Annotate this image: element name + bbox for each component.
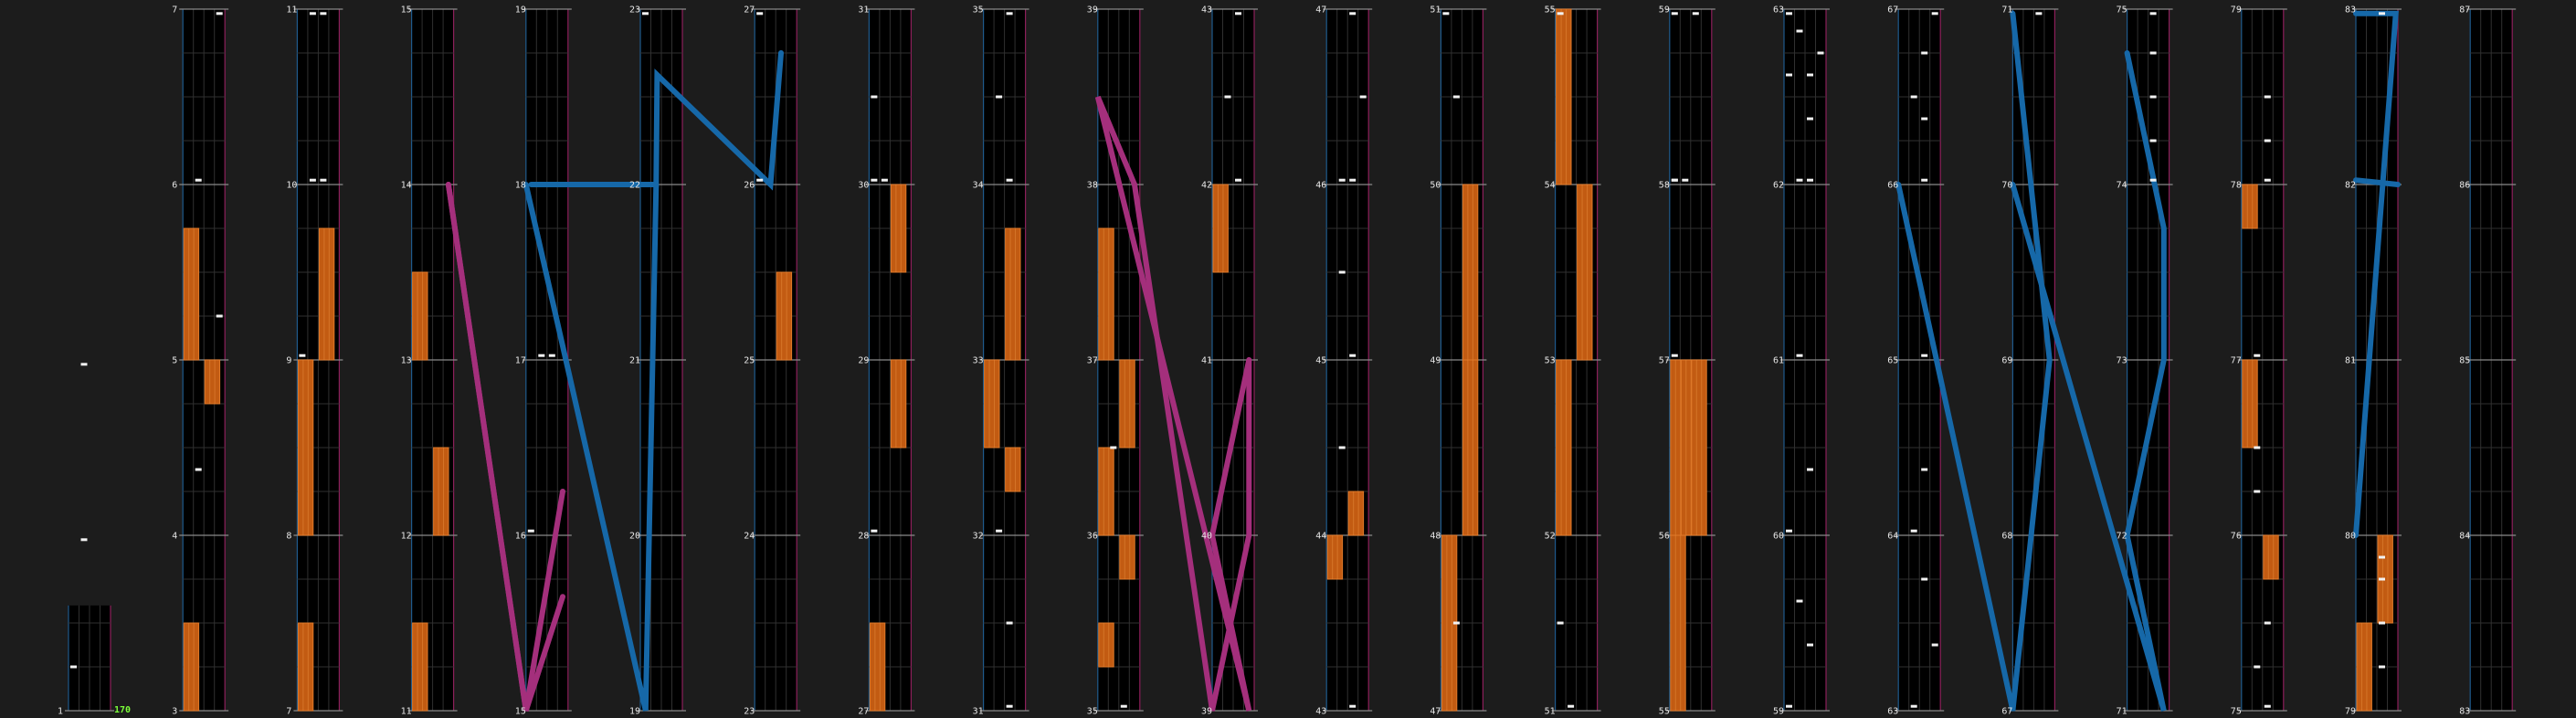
tap-note	[2254, 491, 2260, 493]
tap-note	[1121, 705, 1127, 708]
measure-number: 83	[2345, 5, 2357, 16]
tap-note	[538, 354, 544, 357]
tap-note	[1786, 705, 1792, 708]
tap-note	[756, 12, 763, 15]
tap-note	[528, 530, 534, 533]
tap-note	[1442, 12, 1449, 15]
measure-number: 37	[1086, 355, 1098, 366]
tap-note	[2265, 622, 2271, 625]
hold-note	[1327, 535, 1342, 579]
measure-number: 21	[629, 355, 641, 366]
tap-note	[549, 354, 555, 357]
measure-number: 85	[2459, 355, 2471, 366]
hold-note	[413, 623, 428, 711]
measure-number: 63	[1887, 706, 1899, 717]
measure-number: 24	[744, 531, 755, 542]
tap-note	[1007, 705, 1013, 708]
measure-number: 64	[1887, 531, 1899, 542]
slide-note	[532, 53, 782, 185]
tap-note	[1225, 96, 1231, 99]
measure-number: 71	[2116, 706, 2127, 717]
measure-number: 43	[1201, 5, 1213, 16]
measure-number: 38	[1086, 180, 1098, 191]
measure-number: 34	[972, 180, 984, 191]
tap-note	[2265, 96, 2271, 99]
hold-note	[319, 228, 333, 360]
tap-note	[1786, 530, 1792, 533]
measure-number: 35	[972, 5, 984, 16]
tap-note	[1349, 12, 1356, 15]
hold-note	[1692, 360, 1706, 535]
hold-note	[1671, 535, 1685, 711]
measure-number: 22	[629, 180, 641, 191]
tap-note	[1557, 12, 1564, 15]
tap-note	[1921, 354, 1927, 357]
measure-number: 59	[1773, 706, 1785, 717]
measure-number: 51	[1430, 5, 1441, 16]
tap-note	[2265, 705, 2271, 708]
measure-number: 8	[286, 531, 292, 542]
tap-note	[2254, 447, 2260, 449]
tap-note	[1007, 179, 1013, 182]
hold-note	[2243, 360, 2257, 448]
hold-note	[891, 185, 905, 272]
measure-number: 73	[2116, 355, 2127, 366]
tap-note	[1235, 12, 1241, 15]
measure-number: 5	[172, 355, 178, 366]
hold-note	[184, 623, 198, 711]
measure-number: 69	[2001, 355, 2013, 366]
hold-note	[1120, 535, 1135, 579]
measure-number: 76	[2230, 531, 2242, 542]
tap-note	[2254, 666, 2260, 669]
tap-note	[2379, 556, 2385, 559]
measure-number: 52	[1544, 531, 1556, 542]
measure-number: 48	[1430, 531, 1441, 542]
hold-note	[298, 623, 312, 711]
tap-note	[2150, 52, 2157, 55]
tap-note	[1339, 447, 1346, 449]
measure-number: 12	[400, 531, 412, 542]
measure-number: 40	[1201, 531, 1213, 542]
measure-number: 9	[286, 355, 292, 366]
tap-note	[1007, 622, 1013, 625]
tap-note	[195, 179, 202, 182]
measure-number: 71	[2001, 5, 2013, 16]
tap-note	[996, 530, 1002, 533]
tap-note	[2379, 578, 2385, 581]
tap-note	[882, 179, 888, 182]
measure-number: 65	[1887, 355, 1899, 366]
tap-note	[642, 12, 649, 15]
tap-note	[81, 538, 88, 541]
measure-number: 19	[629, 706, 641, 717]
hold-note	[985, 360, 999, 448]
tap-note	[1921, 469, 1927, 471]
tap-note	[195, 469, 202, 471]
measure-number: 79	[2230, 5, 2242, 16]
tap-note	[1911, 705, 1917, 708]
tap-note	[1682, 179, 1688, 182]
measure-number: 31	[858, 5, 870, 16]
measure-number: 47	[1430, 706, 1441, 717]
measure-number: 84	[2459, 531, 2471, 542]
tap-note	[216, 315, 223, 318]
measure-number: 33	[972, 355, 984, 366]
measure-number: 39	[1201, 706, 1213, 717]
tap-note	[1007, 12, 1013, 15]
measure-number: 87	[2459, 5, 2471, 16]
tap-note	[1921, 118, 1927, 121]
measure-number: 50	[1430, 180, 1441, 191]
measure-number: 59	[1658, 5, 1670, 16]
tap-note	[2379, 622, 2385, 625]
measure-number: 78	[2230, 180, 2242, 191]
measure-number: 23	[744, 706, 755, 717]
tap-note	[996, 96, 1002, 99]
measure-number: 75	[2116, 5, 2127, 16]
tap-note	[1807, 469, 1813, 471]
tap-note	[81, 363, 88, 365]
tap-note	[2254, 354, 2260, 357]
hold-note	[2243, 185, 2257, 228]
measure-number: 14	[400, 180, 412, 191]
measure-number: 41	[1201, 355, 1213, 366]
hold-note	[1557, 360, 1571, 535]
measure-number: 39	[1086, 5, 1098, 16]
hold-note	[2357, 623, 2371, 711]
hold-note	[1348, 491, 1363, 535]
tap-note	[1568, 705, 1574, 708]
tap-note	[2265, 179, 2271, 182]
measure-number: 75	[2230, 706, 2242, 717]
measure-number: 62	[1773, 180, 1785, 191]
tap-note	[871, 179, 877, 182]
hold-note	[1006, 228, 1020, 360]
hold-note	[184, 228, 198, 360]
measure-number: 19	[514, 5, 526, 16]
measure-number: 67	[1887, 5, 1899, 16]
bpm-label: 170	[114, 705, 132, 715]
measure-number: 45	[1315, 355, 1327, 366]
tap-note	[2265, 140, 2271, 143]
hold-note	[776, 272, 791, 360]
measure-number: 20	[629, 531, 641, 542]
tap-note	[2379, 666, 2385, 669]
tap-note	[1797, 30, 1803, 33]
tap-note	[310, 12, 316, 15]
measure-number: 23	[629, 5, 641, 16]
tap-note	[1932, 644, 1938, 647]
tap-note	[1349, 354, 1356, 357]
tap-note	[1557, 622, 1564, 625]
measure-number: 16	[514, 531, 526, 542]
slide-layer	[449, 14, 2398, 711]
measure-number: 46	[1315, 180, 1327, 191]
tap-note	[1921, 578, 1927, 581]
tap-note	[1911, 96, 1917, 99]
measure-number: 15	[514, 706, 526, 717]
tap-note	[299, 354, 305, 357]
measure-number: 35	[1086, 706, 1098, 717]
measure-number: 55	[1658, 706, 1670, 717]
measure-number: 66	[1887, 180, 1899, 191]
measure-number: 57	[1658, 355, 1670, 366]
measure-number: 6	[172, 180, 178, 191]
tap-note	[310, 179, 316, 182]
hold-note	[1006, 448, 1020, 491]
measure-number: 74	[2116, 180, 2127, 191]
hold-note	[1099, 623, 1114, 667]
tap-note	[1672, 354, 1678, 357]
measure-number: 47	[1315, 5, 1327, 16]
tap-note	[1349, 705, 1356, 708]
measure-number: 81	[2345, 355, 2357, 366]
tap-note	[1453, 96, 1460, 99]
measure-number: 49	[1430, 355, 1441, 366]
measure-number: 7	[172, 5, 178, 16]
tap-note	[2150, 12, 2157, 15]
hold-note	[1462, 185, 1477, 360]
measure-number: 10	[286, 180, 298, 191]
tap-note	[1797, 179, 1803, 182]
tap-note	[1235, 179, 1241, 182]
measure-number: 26	[744, 180, 755, 191]
measure-number: 51	[1544, 706, 1556, 717]
measure-number: 53	[1544, 355, 1556, 366]
tap-note	[320, 12, 326, 15]
tap-note	[1693, 12, 1699, 15]
measure-number: 63	[1773, 5, 1785, 16]
measure-number: 70	[2001, 180, 2013, 191]
measure-number: 1	[58, 706, 64, 717]
tap-note	[1921, 52, 1927, 55]
measure-number: 30	[858, 180, 870, 191]
hold-note	[205, 360, 219, 404]
measure-number: 11	[286, 5, 298, 16]
measure-number: 79	[2345, 706, 2357, 717]
tap-note	[756, 179, 763, 182]
tap-note	[1807, 74, 1813, 77]
measure-number: 54	[1544, 180, 1556, 191]
measure-number: 7	[286, 706, 292, 717]
hold-note	[870, 623, 884, 711]
measure-number: 68	[2001, 531, 2013, 542]
tap-note	[2150, 179, 2157, 182]
measure-number: 72	[2116, 531, 2127, 542]
tap-note	[1921, 179, 1927, 182]
tap-note	[2150, 140, 2157, 143]
measure-number: 13	[400, 355, 412, 366]
tap-note	[1911, 530, 1917, 533]
hold-note	[1213, 185, 1228, 272]
tap-note	[2035, 12, 2042, 15]
tap-note	[1349, 179, 1356, 182]
hold-note	[891, 360, 905, 448]
measure-number: 77	[2230, 355, 2242, 366]
hold-note	[1462, 360, 1477, 535]
tap-note	[2150, 96, 2157, 99]
tap-note	[1360, 96, 1367, 99]
measure-number: 17	[514, 355, 526, 366]
measure-number: 27	[744, 5, 755, 16]
measure-number: 4	[172, 531, 178, 542]
tap-note	[2379, 12, 2385, 15]
measure-number: 83	[2459, 706, 2471, 717]
measure-number: 60	[1773, 531, 1785, 542]
tap-note	[70, 666, 77, 669]
tap-note	[1818, 52, 1824, 55]
measure-number: 27	[858, 706, 870, 717]
tap-note	[871, 530, 877, 533]
hold-note	[1557, 9, 1571, 185]
tap-note	[320, 179, 326, 182]
column-layer	[65, 9, 2516, 711]
tap-note	[1453, 622, 1460, 625]
tap-note	[1932, 12, 1938, 15]
tap-note	[1786, 74, 1792, 77]
measure-number: 3	[172, 706, 178, 717]
measure-number: 29	[858, 355, 870, 366]
measure-number: 86	[2459, 180, 2471, 191]
measure-number: 43	[1315, 706, 1327, 717]
tap-note	[1797, 354, 1803, 357]
measure-number: 42	[1201, 180, 1213, 191]
measure-number: 67	[2001, 706, 2013, 717]
measure-number: 31	[972, 706, 984, 717]
measure-number: 44	[1315, 531, 1327, 542]
hold-note	[1120, 360, 1135, 448]
tap-note	[1786, 12, 1792, 15]
measure-number: 25	[744, 355, 755, 366]
hold-note	[1578, 185, 1592, 360]
tap-note	[1672, 12, 1678, 15]
measure-number: 32	[972, 531, 984, 542]
tap-note	[871, 96, 877, 99]
tap-note	[1797, 600, 1803, 603]
hold-note	[298, 360, 312, 535]
measure-number: 82	[2345, 180, 2357, 191]
hold-note	[434, 448, 449, 535]
hold-note	[2264, 535, 2278, 579]
measure-number: 28	[858, 531, 870, 542]
hold-note	[413, 272, 428, 360]
hold-note	[1099, 228, 1114, 360]
hold-note	[1099, 448, 1114, 535]
measure-number: 55	[1544, 5, 1556, 16]
tap-note	[1339, 179, 1346, 182]
measure-number: 56	[1658, 531, 1670, 542]
tap-note	[1807, 644, 1813, 647]
measure-number: 15	[400, 5, 412, 16]
tap-note	[1672, 179, 1678, 182]
measure-number: 61	[1773, 355, 1785, 366]
tap-note	[216, 12, 223, 15]
tap-note	[1110, 447, 1116, 449]
tap-note	[1807, 118, 1813, 121]
tap-note	[1339, 271, 1346, 274]
measure-number: 18	[514, 180, 526, 191]
measure-number: 11	[400, 706, 412, 717]
measure-number: 36	[1086, 531, 1098, 542]
tap-note	[1807, 179, 1813, 182]
measure-number: 80	[2345, 531, 2357, 542]
measure-number: 58	[1658, 180, 1670, 191]
